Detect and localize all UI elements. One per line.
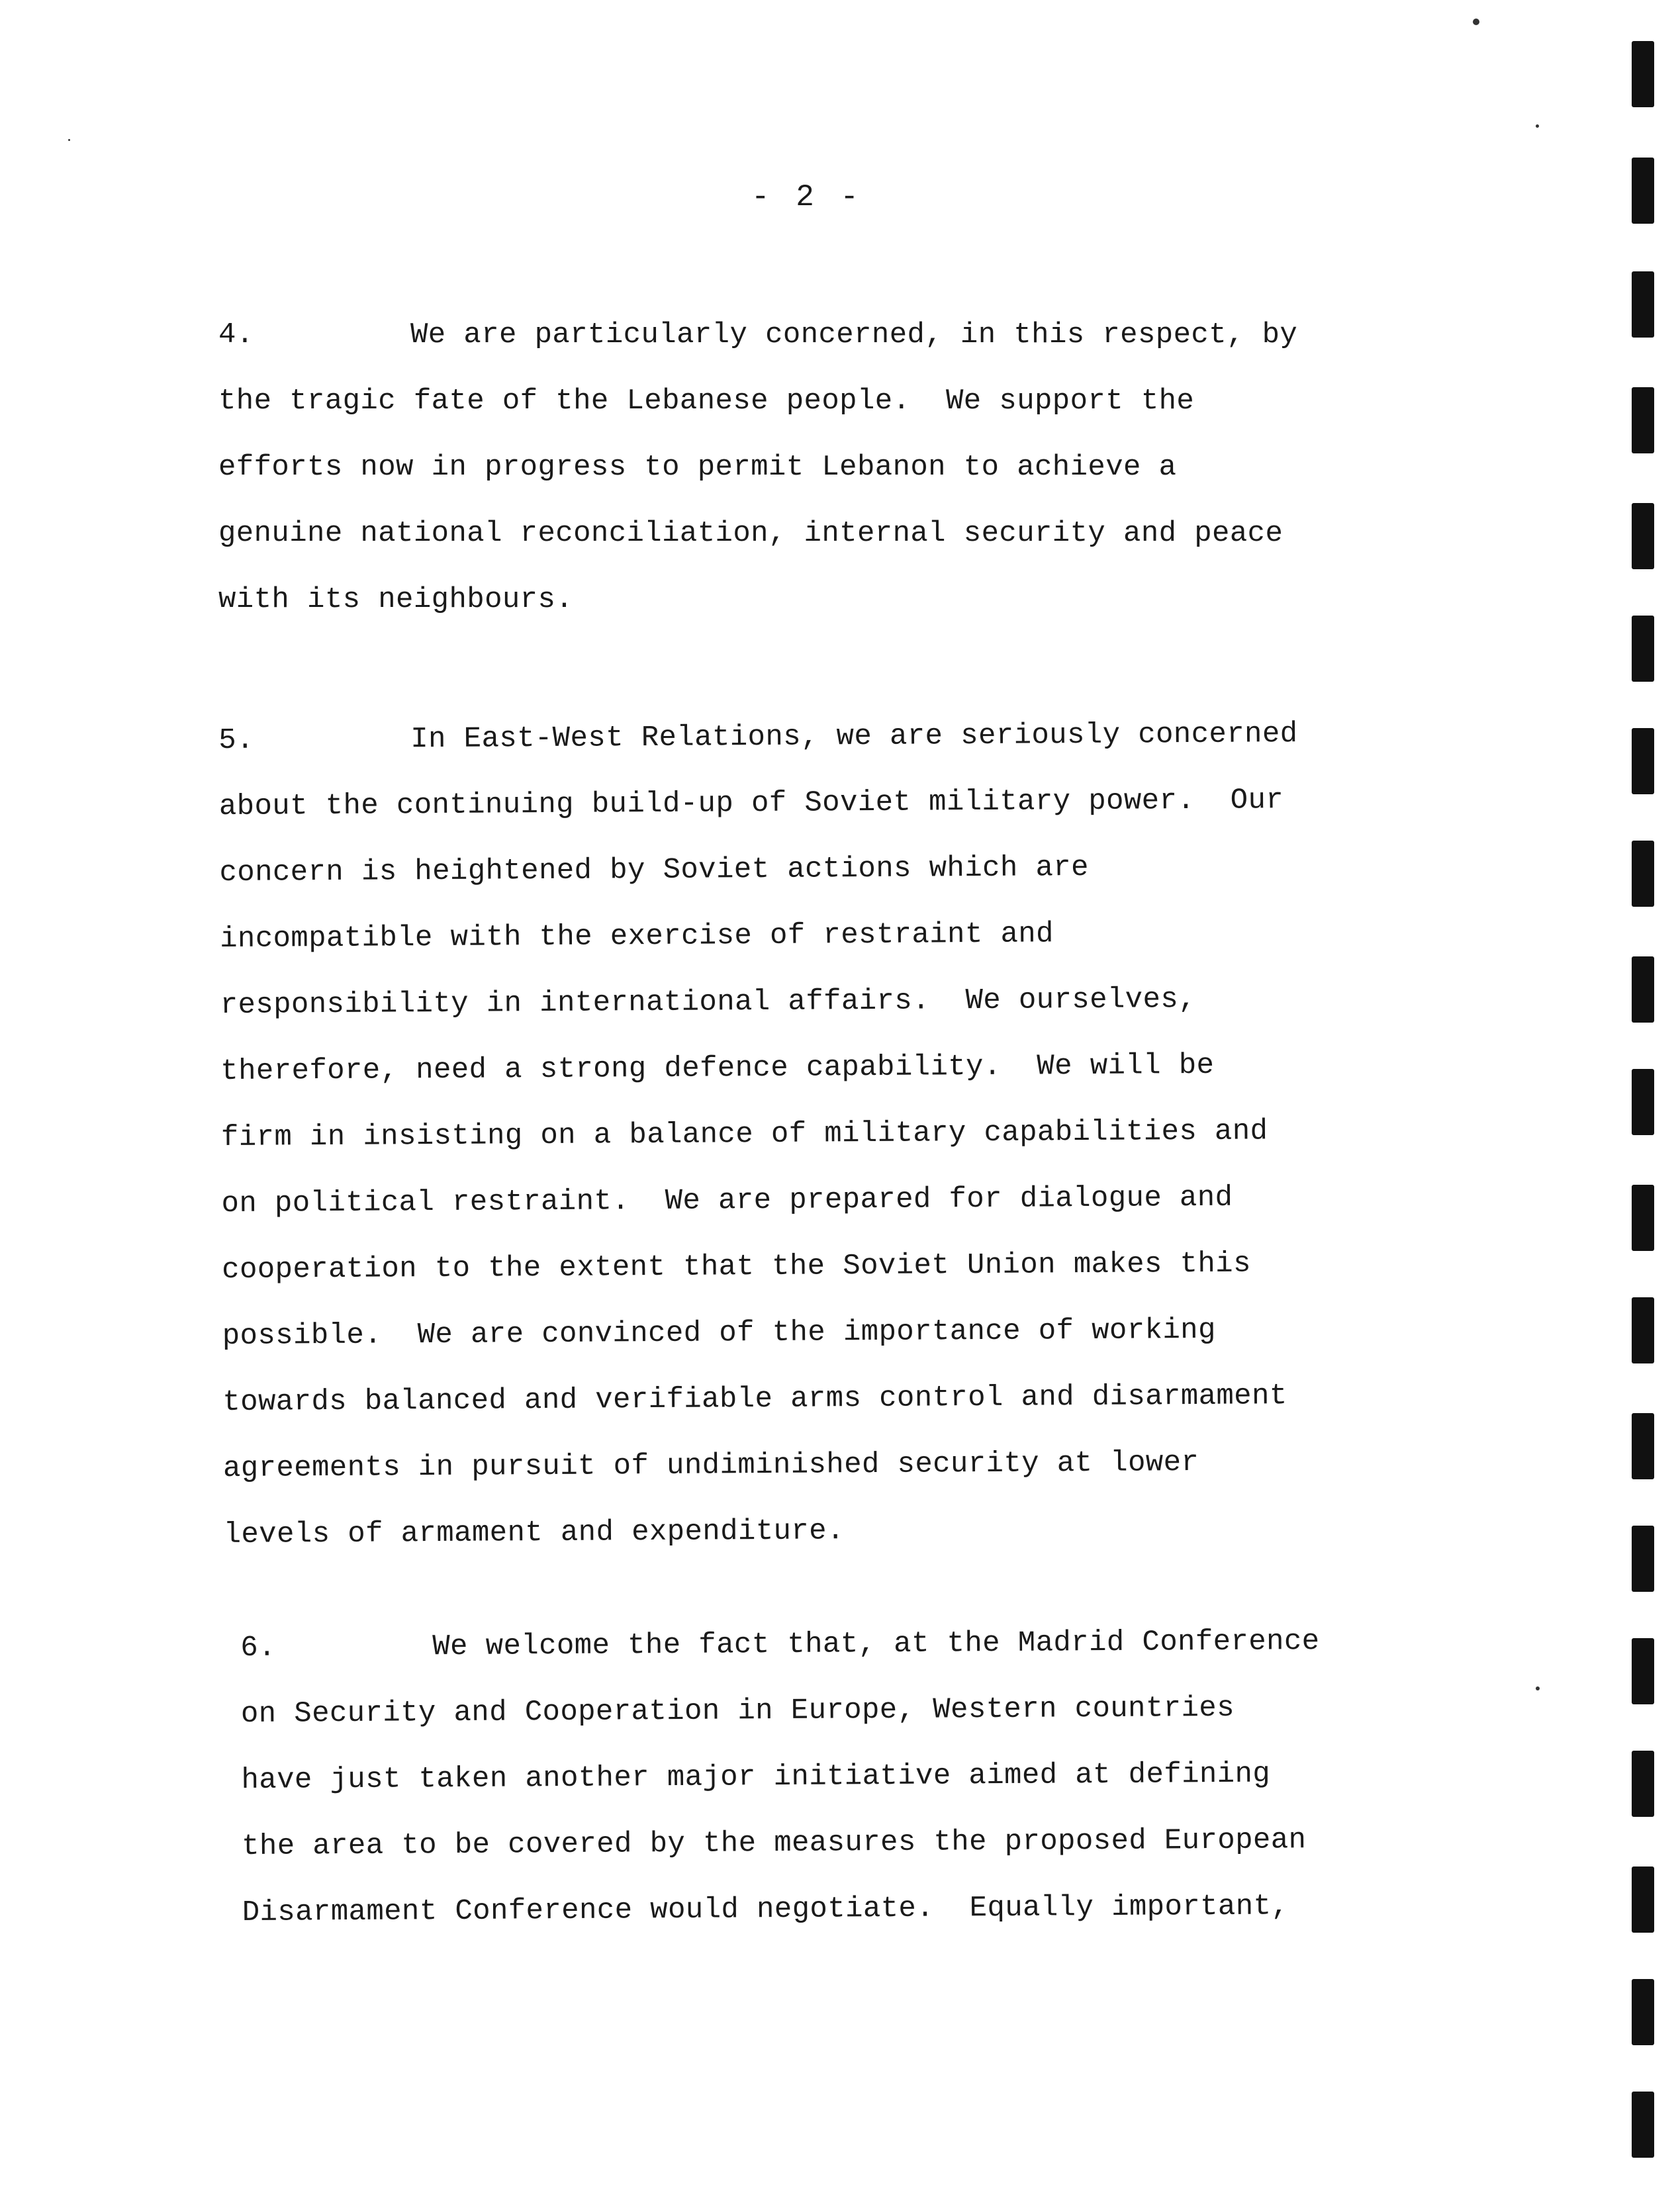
paragraph-line: agreements in pursuit of undiminished security at lower — [222, 1446, 1199, 1485]
paragraph-line: genuine national reconciliation, internal security and peace — [218, 517, 1283, 550]
paragraph-line: towards balanced and verifiable arms control and disarmament — [222, 1379, 1287, 1419]
binding-mark — [1632, 271, 1654, 338]
binding-mark — [1632, 841, 1654, 907]
binding-mark — [1632, 616, 1654, 682]
binding-mark — [1632, 1069, 1654, 1135]
paragraph-line: therefore, need a strong defence capability. We will be — [220, 1048, 1215, 1088]
paragraph-number: 4. — [218, 318, 254, 351]
binding-mark — [1632, 158, 1654, 224]
paragraph-6 — [240, 1608, 1447, 1946]
binding-mark — [1632, 1413, 1654, 1479]
paragraph-line: the tragic fate of the Lebanese people. We support the — [218, 385, 1195, 418]
paragraph-line: concern is heightened by Soviet actions which are — [219, 851, 1090, 890]
paragraph-line: Disarmament Conference would negotiate. Equally important, — [242, 1890, 1289, 1929]
paragraph-line: 6. We welcome the fact that, at the Madrid Conference — [240, 1608, 1446, 1681]
paragraph-line: about the continuing build-up of Soviet military power. Our — [218, 784, 1284, 823]
binding-mark — [1632, 1866, 1654, 1933]
paragraph-line: 4. We are particularly concerned, in this respect, by — [218, 302, 1423, 368]
paragraph-line: cooperation to the extent that the Soviet Union makes this — [222, 1247, 1251, 1287]
paragraph-5 — [218, 700, 1428, 1568]
page-number: - 2 - — [751, 180, 863, 214]
binding-mark — [1632, 41, 1654, 107]
binding-marks — [1625, 0, 1665, 2212]
scan-speck — [1473, 19, 1479, 25]
paragraph-number: 5. — [218, 723, 255, 757]
binding-mark — [1632, 728, 1654, 794]
paragraph-4 — [218, 302, 1423, 633]
binding-mark — [1632, 1185, 1654, 1251]
paragraph-line: incompatible with the exercise of restraint and — [219, 917, 1054, 956]
paragraph-line: have just taken another major initiative aimed at defining — [241, 1757, 1271, 1797]
paragraph-line: with its neighbours. — [218, 583, 574, 616]
paragraph-line: levels of armament and expenditure. — [223, 1514, 845, 1551]
paragraph-line: on Security and Cooperation in Europe, Western countries — [240, 1691, 1235, 1731]
paragraph-line: possible. We are convinced of the importance of working — [222, 1313, 1216, 1353]
binding-mark — [1632, 387, 1654, 453]
binding-mark — [1632, 503, 1654, 569]
scan-speck — [1536, 124, 1539, 128]
scan-speck — [68, 139, 70, 141]
paragraph-line: firm in insisting on a balance of military capabilities and — [220, 1115, 1268, 1154]
paragraph-line: the area to be covered by the measures the proposed European — [241, 1823, 1307, 1863]
paragraph-number: 6. — [240, 1631, 277, 1665]
paragraph-line: on political restraint. We are prepared for dialogue and — [221, 1181, 1233, 1221]
binding-mark — [1632, 1297, 1654, 1363]
binding-mark — [1632, 1751, 1654, 1817]
paragraph-line: responsibility in international affairs. We ourselves, — [220, 982, 1197, 1022]
binding-mark — [1632, 2092, 1654, 2158]
binding-mark — [1632, 1526, 1654, 1592]
paragraph-line: 5. In East-West Relations, we are seriously concerned — [218, 700, 1424, 774]
binding-mark — [1632, 1638, 1654, 1704]
scan-speck — [1536, 1686, 1540, 1690]
paragraph-line: efforts now in progress to permit Lebanon to achieve a — [218, 451, 1177, 484]
binding-mark — [1632, 956, 1654, 1023]
binding-mark — [1632, 1979, 1654, 2045]
